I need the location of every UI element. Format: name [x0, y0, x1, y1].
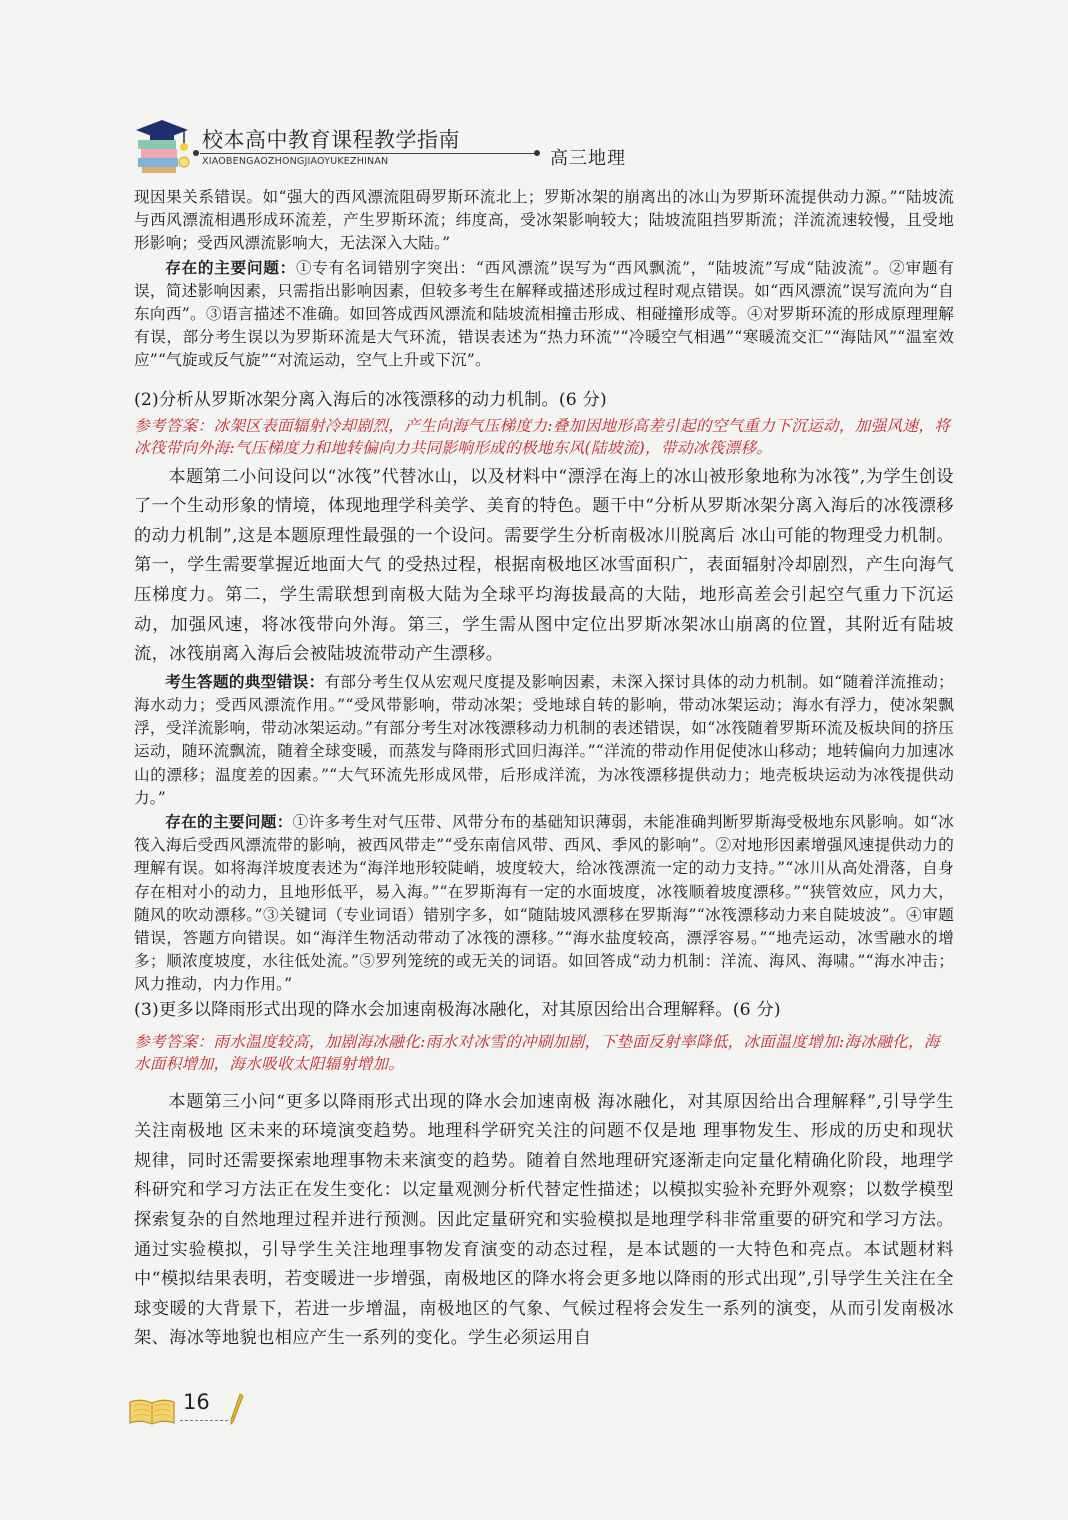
open-book-icon	[128, 1396, 176, 1426]
page-content	[134, 186, 954, 1354]
page-number: 16	[183, 1390, 210, 1414]
header-rule-dot	[193, 150, 199, 156]
paragraph-label: 存在的主要问题：	[165, 257, 297, 277]
answer-3	[134, 1031, 954, 1076]
paragraph-typical-errors	[134, 670, 954, 810]
header-subject: 高三地理	[550, 148, 626, 169]
paragraph-errors-cont: 现因果关系错误。如“强大的西风漂流阻碍罗斯环流北上；罗斯冰架的崩离出的冰山为罗斯环流提供动力源。”“陆坡流与西风漂流相遇形成环流差，产生罗斯环流；纬度高，受冰架影响较大；陆坡流阻挡罗斯流；洋流流速较慢，且受地形影响；受西风漂流影响大，无法深入大陆。”	[134, 188, 954, 253]
paragraph-label: 考生答题的典型错误：	[165, 671, 325, 691]
answer-label: 参考答案：	[134, 1032, 214, 1051]
answer-label: 参考答案：	[134, 416, 214, 435]
paragraph-analysis-2: 本题第二小问设问以“冰筏”代替冰山，以及材料中“漂浮在海上的冰山被形象地称为冰筏”,为学生创设了一个生动形象的情境，体现地理学科美学、美育的特色。题干中“分析从罗斯冰架分离入海后的冰筏漂移的动力机制”,这是本题原理性最强的一个设问。需要学生分析南极冰川脱离后 冰山可能的物理受力机制。第一，学生需要掌握近地面大气 的受热过程，根据南极地区冰雪面积广，表面辐射冷却剧烈，产生向海气压梯度力。第二，学生需联想到南极大陆为全球平均海拔最高的大陆，地形高差会引起空气重力下沉运动，加强风速，将冰筏带向外海。第三，学生需从图中定位出罗斯冰架冰山崩离的位置，其附近有陆坡流，冰筏崩离入海后会被陆坡流带动产生漂移。	[134, 466, 954, 665]
answer-text: 雨水温度较高，加剧海冰融化:雨水对冰雪的冲刷加剧，下垫面反射率降低，冰面温度增加:海冰融化，海水面积增加，海水吸收太阳辐射增加。	[134, 1032, 940, 1074]
paragraph-text: 有部分考生仅从宏观尺度提及影响因素，未深入探讨具体的动力机制。如“随着洋流推动；海水动力；受西风漂流作用。”“受风带影响，带动冰架；受地球自转的影响，带动冰架运动；海水有浮力，使冰架飘浮，受洋流影响，带动冰架运动。”有部分考生对冰筏漂移动力机制的表述错误，如“冰筏随着罗斯环流及板块间的挤压运动，随环流飘流，随着全球变暖，而蒸发与降雨形式回归海洋。”“洋流的带动作用促使冰山移动；地转偏向力加速冰山的漂移；温度差的因素。”“大气环流先形成风带，后形成洋流，为冰筏漂移提供动力；地壳板块运动为冰筏提供动力。”	[134, 672, 954, 807]
header-subtitle: XIAOBENGAOZHONGJIAOYUKEZHINAN	[202, 156, 389, 167]
page-header	[128, 118, 626, 182]
paragraph-analysis-3: 本题第三小问“更多以降雨形式出现的降水会加速南极 海冰融化，对其原因给出合理解释”,引导学生关注南极地 区未来的环境演变趋势。地理科学研究关注的问题不仅是地 理事物发生、形成的历史和现状规律，同时还需要探索地理事物未来演变的趋势。随着自然地理研究逐渐走向定量化精确化阶段，地理学科研究和学习方法正在发生变化：以定量观测分析代替定性描述；以模拟实验补充野外观察；以数学模型探索复杂的自然地理过程并进行预测。因此定量研究和实验模拟是地理学科非常重要的研究和学习方法。通过实验模拟，引导学生关注地理事物发育演变的动态过程，是本试题的一大特色和亮点。本试题材料中“模拟结果表明，若变暖进一步增强，南极地区的降水将会更多地以降雨的形式出现”,引导学生关注在全球变暖的大背景下，若进一步增温，南极地区的气象、气候过程将会发生一系列的演变，从而引发南极冰架、海冰等地貌也相应产生一系列的变化。学生必须运用自	[134, 1091, 954, 1349]
answer-text: 冰架区表面辐射冷却剧烈，产生向海气压梯度力:叠加因地形高差引起的空气重力下沉运动，加强风速，将冰筏带向外海:气压梯度力和地转偏向力共同影响形成的极地东风(陆坡流)，带动冰筏漂移。	[134, 416, 951, 458]
question-3: (3)更多以降雨形式出现的降水会加速南极海冰融化，对其原因给出合理解释。(6 分)	[134, 999, 781, 1020]
paragraph-main-problems-1	[134, 256, 954, 373]
pencil-icon	[228, 1392, 244, 1426]
paragraph-text: ①许多考生对气压带、风带分布的基础知识薄弱，未能准确判断罗斯海受极地东风影响。如“冰筏入海后受西风漂流带的影响，被西风带走”“受东南信风带、西风、季风的影响”。②对地形因素增强风速提供动力的理解有误。如将海洋坡度表述为“海洋地形较陡峭，坡度较大，给冰筏漂流一定的动力支持。”“冰川从高处滑落，自身存在相对小的动力，且地形低平，易入海。”“在罗斯海有一定的水面坡度，冰筏顺着坡度漂移。”“狭管效应，风力大，随风的吹动漂移。”③关键词（专业词语）错别字多，如“随陆坡风漂移在罗斯海”“冰筏漂移动力来自陡坡波”。④审题错误，答题方向错误。如“海洋生物活动带动了冰筏的漂移。”“海水盐度较高，漂浮容易。”“地壳运动，冰雪融水的增多；顺浓度坡度，水往低处流。”⑤罗列笼统的或无关的词语。如回答成“动力机制：洋流、海风、海啸。”“海水冲击；风力推动，内力作用。”	[134, 813, 954, 994]
question-2: (2)分析从罗斯冰架分离入海后的冰筏漂移的动力机制。(6 分)	[134, 389, 607, 410]
paragraph-label: 存在的主要问题：	[165, 812, 293, 831]
page-footer	[128, 1388, 258, 1428]
answer-2	[134, 415, 954, 460]
paragraph-text: ①专有名词错别字突出：“西风漂流”误写为“西风飘流”，“陆坡流”写成“陆波流”。②审题有误，简述影响因素，只需指出影响因素，但较多考生在解释或描述形成过程时观点错误。如“西风漂流”误写流向为“自东向西”。③语言描述不准确。如回答成西风漂流和陆坡流相撞击形成、相碰撞形成等。④对罗斯环流的形成原理理解有误，部分考生误以为罗斯环流是大气环流，错误表述为“热力环流”“冷暖空气相遇”“寒暖流交汇”“海陆风”“温室效应”“气旋或反气旋”“对流运动，空气上升或下沉”。	[134, 258, 954, 370]
header-title: 校本高中教育课程教学指南	[202, 128, 460, 152]
header-rule-dot	[534, 150, 540, 156]
paragraph-main-problems-2	[134, 810, 954, 997]
page-number-underline	[180, 1420, 228, 1421]
graduation-cap-books-logo	[132, 118, 192, 178]
header-rule	[200, 153, 536, 154]
